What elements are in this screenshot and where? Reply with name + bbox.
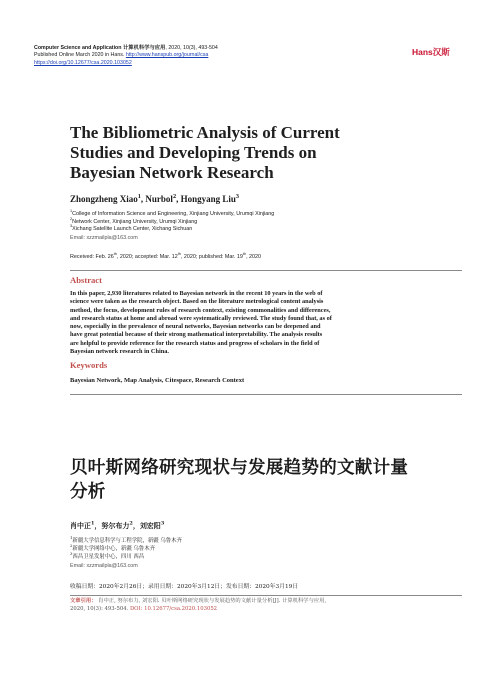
abstract-line: method, the focus, development rules of research context, existing commonalities and differences, — [70, 306, 331, 314]
affiliation-item-zh: $^3$西昌卫星发射中心，四川 西昌 — [70, 551, 145, 560]
citation — [70, 597, 462, 613]
affiliation-item-zh: $^2$新疆大学网络中心，新疆 乌鲁木齐 — [70, 543, 155, 552]
abstract-line: and research status at home and abroad were systematically reviewed. The study found that, as of — [70, 314, 332, 322]
author-name: Hongyang Liu — [180, 194, 236, 204]
dates-en: Received: Feb. 26th, 2020; accepted: Mar. 12th, 2020; published: Mar. 19th, 2020 — [70, 252, 262, 260]
affiliations-zh — [70, 537, 182, 561]
journal-line — [34, 45, 414, 52]
journal-url-link[interactable]: http://www.hanspub.org/journal/csa — [125, 52, 209, 59]
citation-label: 文章引用： — [70, 598, 97, 604]
abstract-line: have great potential because of their strong mathematical interpretability. The analysis results — [70, 331, 323, 339]
title-zh-line: 分析 — [70, 482, 106, 502]
authors-zh: 肖中正$^1$，努尔布力$^2$，刘宏阳$^3$ — [70, 520, 165, 530]
abstract-line: science were taken as the research object. Based on the literature metrological content analysis — [70, 298, 324, 306]
title-en — [70, 123, 340, 182]
journal-name-en: Computer Science and Application — [34, 45, 122, 51]
hans-logo: Hans汉斯 — [412, 47, 450, 57]
journal-header — [34, 45, 414, 67]
title-en-line: The Bibliometric Analysis of Current — [70, 123, 340, 142]
abstract-line: In this paper, 2,930 literatures related to Bayesian network in the recent 10 years in the web of — [70, 290, 323, 297]
affiliation-item-zh: $^1$新疆大学信息科学与工程学院，新疆 乌鲁木齐 — [70, 535, 182, 544]
abstract-line: now, especially in the prevalence of neural networks, Bayesian networks can be deepened and — [70, 323, 321, 330]
title-zh — [70, 456, 408, 504]
abstract-line: are helpful to provide reference for the research status and progress of scholars in the field of — [70, 339, 320, 347]
affiliation-item: $^1$College of Information Science and Engineering, Xinjiang University, Urumqi Xinjiang — [70, 209, 275, 217]
divider — [70, 270, 462, 271]
citation-line: 文章引用： 肖中正, 努尔布力, 刘宏阳. 贝叶斯网络研究现状与发展趋势的文献计量分析[J]. 计算机科学与应用, — [70, 598, 327, 604]
doi-line — [34, 60, 414, 67]
journal-name-zh: 计算机科学与应用 — [123, 45, 166, 51]
dates-zh: 收稿日期：2020年2月26日；录用日期：2020年3月12日；发布日期：2020年3月19日 — [70, 584, 299, 590]
keywords-heading: Keywords — [70, 360, 108, 370]
author-name: Nurbol — [145, 194, 173, 204]
divider — [70, 595, 462, 596]
abstract-line: Bayesian network research in China. — [70, 347, 169, 355]
title-en-line: Studies and Developing Trends on — [70, 142, 317, 162]
author-name-zh: 肖中正 — [70, 521, 91, 530]
author-name-zh: 刘宏阳 — [139, 521, 161, 530]
affiliations-en — [70, 211, 274, 234]
citation-doi-link[interactable]: DOI: 10.12677/csa.2020.103052 — [129, 606, 218, 612]
published-prefix: Published Online March 2020 in Hans. — [34, 52, 126, 59]
published-line — [34, 52, 414, 59]
journal-issue: , 2020, 10(3), 493-504 — [165, 45, 218, 51]
abstract-heading: Abstract — [70, 275, 102, 285]
title-en-line: Bayesian Network Research — [70, 162, 274, 182]
doi-url-link[interactable]: https://doi.org/10.12677/csa.2020.103052 — [34, 59, 132, 66]
title-zh-line: 贝叶斯网络研究现状与发展趋势的文献计量 — [70, 458, 409, 478]
affiliation-item: $^2$Network Center, Xinjiang University, Urumqi Xinjiang — [70, 216, 198, 225]
affiliation-item: $^3$Xichang Satellite Launch Center, Xichang Sichuan — [70, 224, 193, 233]
keywords-list: Bayesian Network, Map Analysis, Citespace, Research Context — [70, 377, 245, 384]
abstract-body — [70, 290, 462, 356]
email-en: Email: xzzmailpla@163.com — [70, 235, 138, 241]
citation-line: 2020, 10(3): 493-504. DOI: 10.12677/csa.2020.103052 — [70, 606, 218, 612]
authors-en: Zhongzheng Xiao$^1$, Nurbol$^2$, Hongyang Liu$^3$ — [70, 193, 240, 204]
author-name-zh: 努尔布力 — [101, 521, 130, 530]
divider — [70, 394, 462, 395]
email-zh: Email: xzzmailpla@163.com — [70, 563, 138, 569]
author-name: Zhongzheng Xiao — [70, 194, 138, 204]
